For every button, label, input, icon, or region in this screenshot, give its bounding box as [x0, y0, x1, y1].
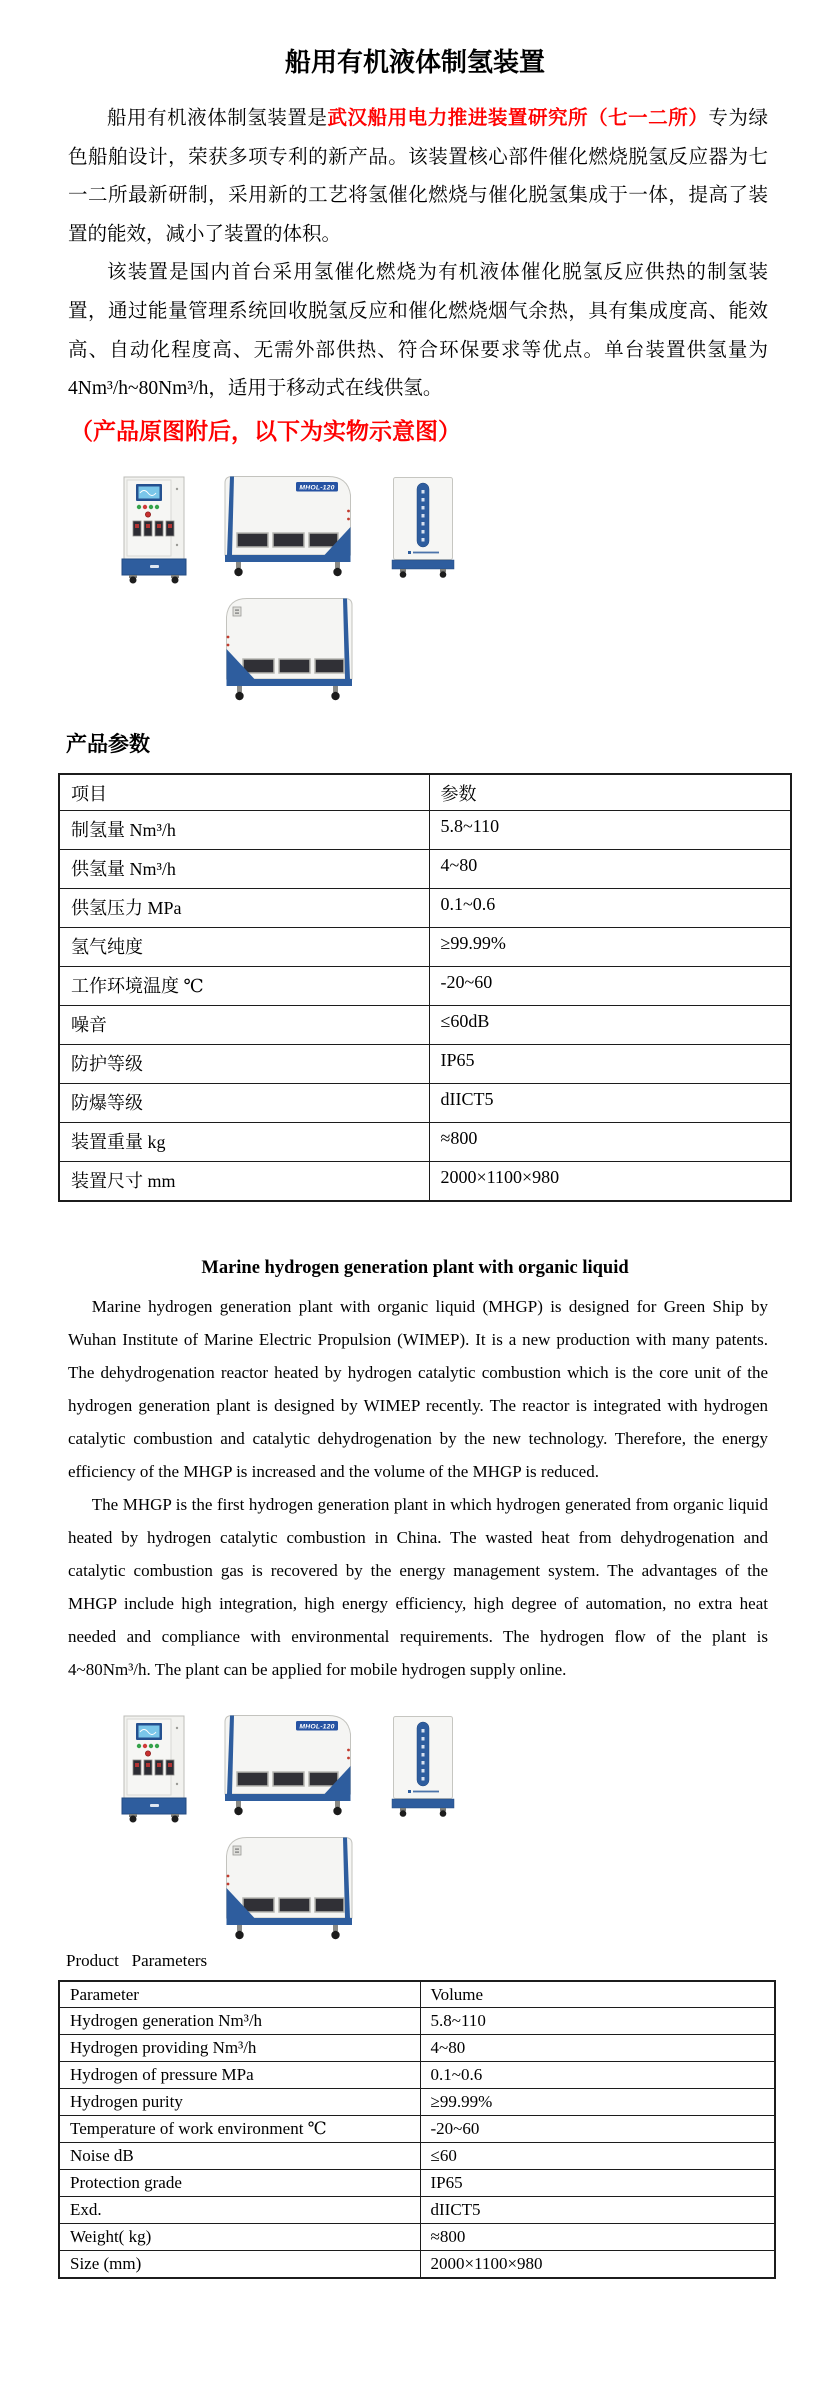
param-value-cell: ≤60dB: [429, 1006, 791, 1045]
equipment-illustration: MHOL-120: [0, 447, 830, 703]
param-name-cell: Hydrogen purity: [59, 2089, 420, 2116]
red-note: （产品原图附后，以下为实物示意图）: [70, 418, 461, 444]
param-name-cell: 工作环境温度 ℃: [59, 967, 429, 1006]
table-row: [59, 1045, 791, 1084]
column-header-value: 参数: [429, 774, 791, 811]
param-value-cell: 2000×1100×980: [420, 2251, 775, 2278]
en-parameters-heading: Product Parameters: [66, 1950, 208, 1970]
param-name-cell: Size (mm): [59, 2251, 420, 2278]
param-name-cell: 供氢量 Nm³/h: [59, 850, 429, 889]
param-value-cell: ≥99.99%: [420, 2089, 775, 2116]
table-row: [59, 1084, 791, 1123]
param-name-cell: Hydrogen generation Nm³/h: [59, 2008, 420, 2035]
table-row: [59, 2116, 775, 2143]
param-value-cell: -20~60: [429, 967, 791, 1006]
en-parameters-table: [58, 1980, 776, 2279]
table-row: [59, 889, 791, 928]
table-row: [59, 2170, 775, 2197]
table-row: [59, 2143, 775, 2170]
param-name-cell: 防护等级: [59, 1045, 429, 1084]
param-value-cell: 0.1~0.6: [420, 2062, 775, 2089]
table-row: [59, 2062, 775, 2089]
param-name-cell: Hydrogen of pressure MPa: [59, 2062, 420, 2089]
param-value-cell: IP65: [420, 2170, 775, 2197]
table-row: [59, 1006, 791, 1045]
param-name-cell: 供氢压力 MPa: [59, 889, 429, 928]
cn-paragraph-1: [68, 100, 768, 254]
en-paragraph-2: The MHGP is the first hydrogen generation plant in which hydrogen generated from organic liquid heated by hydrogen catalytic combustion in China. The wasted heat from dehydrogenation and catalytic combustion gas is recovered by the energy management system. The advantages of the MHGP include high integration, high energy efficiency, high degree of automation, no extra heat needed and compliance with environmental requirements. The hydrogen flow of the plant is 4~80Nm³/h. The plant can be applied for mobile hydrogen supply online.: [68, 1494, 768, 1679]
table-row: [59, 2008, 775, 2035]
param-value-cell: dIICT5: [420, 2197, 775, 2224]
column-header-item: 项目: [59, 774, 429, 811]
param-value-cell: 4~80: [429, 850, 791, 889]
page-title: 船用有机液体制氢装置: [284, 48, 545, 77]
param-value-cell: ≈800: [429, 1123, 791, 1162]
column-header-parameter: Parameter: [59, 1981, 420, 2008]
param-value-cell: ≥99.99%: [429, 928, 791, 967]
table-row: [59, 2035, 775, 2062]
institute-name-highlight: 武汉船用电力推进装置研究所（七一二所）: [327, 108, 709, 129]
param-name-cell: Protection grade: [59, 2170, 420, 2197]
param-value-cell: 5.8~110: [429, 811, 791, 850]
param-name-cell: 噪音: [59, 1006, 429, 1045]
param-value-cell: 0.1~0.6: [429, 889, 791, 928]
param-value-cell: ≈800: [420, 2224, 775, 2251]
table-row: [59, 928, 791, 967]
param-name-cell: Noise dB: [59, 2143, 420, 2170]
param-value-cell: ≤60: [420, 2143, 775, 2170]
cn-paragraph-1-text: 船用有机液体制氢装置是: [107, 108, 328, 129]
equipment-figure-2: [0, 1686, 830, 1942]
en-title: Marine hydrogen generation plant with organic liquid: [201, 1257, 629, 1278]
param-value-cell: dIICT5: [429, 1084, 791, 1123]
param-name-cell: Weight( kg): [59, 2224, 420, 2251]
table-row: [59, 850, 791, 889]
table-row: [59, 1162, 791, 1201]
table-row: [59, 1123, 791, 1162]
param-value-cell: 4~80: [420, 2035, 775, 2062]
param-name-cell: 制氢量 Nm³/h: [59, 811, 429, 850]
param-name-cell: 装置重量 kg: [59, 1123, 429, 1162]
equipment-figure-1: [0, 447, 830, 703]
param-value-cell: IP65: [429, 1045, 791, 1084]
table-row: [59, 2197, 775, 2224]
param-value-cell: -20~60: [420, 2116, 775, 2143]
cn-paragraph-2: 该装置是国内首台采用氢催化燃烧为有机液体催化脱氢反应供热的制氢装置，通过能量管理系统回收脱氢反应和催化燃烧烟气余热，具有集成度高、能效高、自动化程度高、无需外部供热、符合环保要求等优点。单台装置供氢量为4Nm³/h~80Nm³/h，适用于移动式在线供氢。: [68, 262, 768, 400]
param-name-cell: 装置尺寸 mm: [59, 1162, 429, 1201]
param-name-cell: 氢气纯度: [59, 928, 429, 967]
equipment-illustration: [0, 1686, 830, 1942]
table-header-row: [59, 774, 791, 811]
param-value-cell: 2000×1100×980: [429, 1162, 791, 1201]
table-row: [59, 2089, 775, 2116]
param-name-cell: Hydrogen providing Nm³/h: [59, 2035, 420, 2062]
table-row: [59, 811, 791, 850]
param-name-cell: Exd.: [59, 2197, 420, 2224]
en-paragraph-1: Marine hydrogen generation plant with organic liquid (MHGP) is designed for Green Ship by Wuhan Institute of Marine Electric Propulsion (WIMEP). It is a new production with many patents. The dehydrogenation reactor heated by hydrogen catalytic combustion which is the core unit of the hydrogen generation plant is designed by WIMEP recently. The reactor is integrated with hydrogen catalytic combustion and catalytic dehydrogenation by the new technology. Therefore, the energy efficiency of the MHGP is increased and the volume of the MHGP is reduced.: [68, 1296, 768, 1481]
table-row: [59, 2224, 775, 2251]
cn-parameters-heading: 产品参数: [66, 731, 150, 756]
table-row: [59, 967, 791, 1006]
column-header-volume: Volume: [420, 1981, 775, 2008]
param-name-cell: 防爆等级: [59, 1084, 429, 1123]
param-name-cell: Temperature of work environment ℃: [59, 2116, 420, 2143]
cn-parameters-table: [58, 773, 792, 1202]
cn-paragraph-1-text-cont: 专为绿色船舶设计，荣获多项专利的新产品。该装置核心部件催化燃烧脱氢反应器为七一二所最新研制，采用新的工艺将氢催化燃烧与催化脱氢集成于一体，提高了装置的能效，减小了装置的体积。: [68, 108, 768, 245]
table-row: [59, 2251, 775, 2278]
param-value-cell: 5.8~110: [420, 2008, 775, 2035]
table-header-row: [59, 1981, 775, 2008]
